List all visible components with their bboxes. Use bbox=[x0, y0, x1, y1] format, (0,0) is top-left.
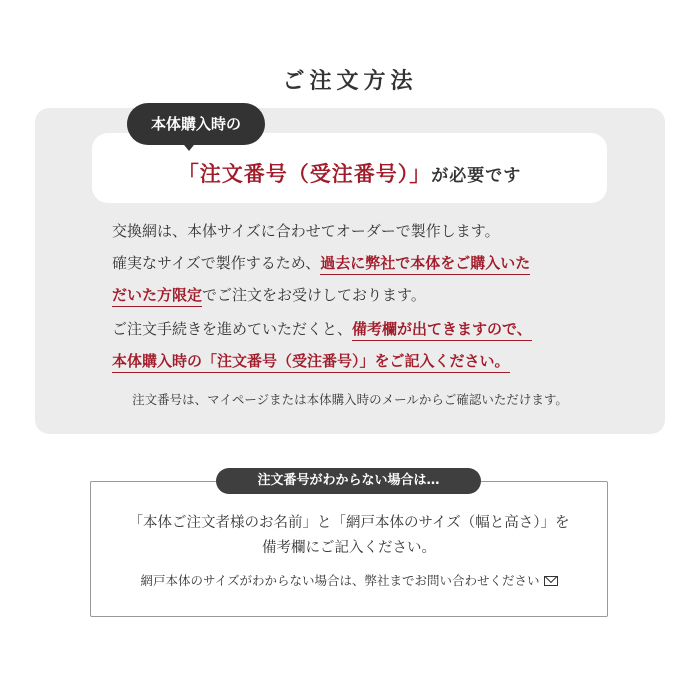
box-pill-label: 注文番号がわからない場合は… bbox=[216, 468, 481, 494]
intro-line-2-emphasis: 過去に弊社で本体をご購入いた bbox=[320, 254, 530, 275]
intro-line-1: 交換網は、本体サイズに合わせてオーダーで製作します。 bbox=[112, 222, 500, 240]
box-line-2: 備考欄にご記入ください。 bbox=[262, 540, 436, 556]
intro-line-3 bbox=[112, 279, 530, 311]
intro-line-3-text: でご注文をお受けしております。 bbox=[202, 286, 426, 304]
headline-order-number: 「注文番号（受注番号）」 bbox=[177, 162, 432, 186]
box-instructions bbox=[90, 511, 608, 561]
instruction-line-1 bbox=[112, 313, 532, 345]
instruction-line-2 bbox=[112, 345, 532, 377]
box-note-text[interactable]: 網戸本体のサイズがわからない場合は、弊社までお問い合わせください bbox=[140, 573, 540, 588]
instruction-paragraph bbox=[112, 313, 532, 377]
instruction-line-1-emphasis: 備考欄が出てきますので、 bbox=[352, 320, 532, 341]
speech-bubble: 本体購入時の bbox=[127, 103, 265, 145]
box-line-1: 「本体ご注文者様のお名前」と「網戸本体のサイズ（幅と高さ）」を bbox=[128, 515, 570, 531]
intro-paragraph bbox=[112, 215, 530, 311]
mail-icon[interactable] bbox=[544, 576, 558, 586]
panel-note: 注文番号は、マイページまたは本体購入時のメールからご確認いただけます。 bbox=[132, 392, 568, 407]
intro-line-2-text: 確実なサイズで製作するため、 bbox=[112, 254, 321, 272]
intro-line-2 bbox=[112, 247, 530, 279]
box-contact-note[interactable] bbox=[90, 571, 608, 589]
instruction-line-2-emphasis: 本体購入時の「注文番号（受注番号）」をご記入ください。 bbox=[112, 352, 510, 373]
speech-bubble-tail bbox=[180, 140, 198, 151]
headline-text bbox=[178, 158, 522, 188]
headline-required: が必要です bbox=[431, 166, 522, 186]
instruction-line-1-text: ご注文手続きを進めていただくと、 bbox=[112, 320, 353, 338]
intro-line-3-emphasis: だいた方限定 bbox=[112, 286, 202, 307]
page-title: ご注文方法 bbox=[282, 69, 418, 94]
